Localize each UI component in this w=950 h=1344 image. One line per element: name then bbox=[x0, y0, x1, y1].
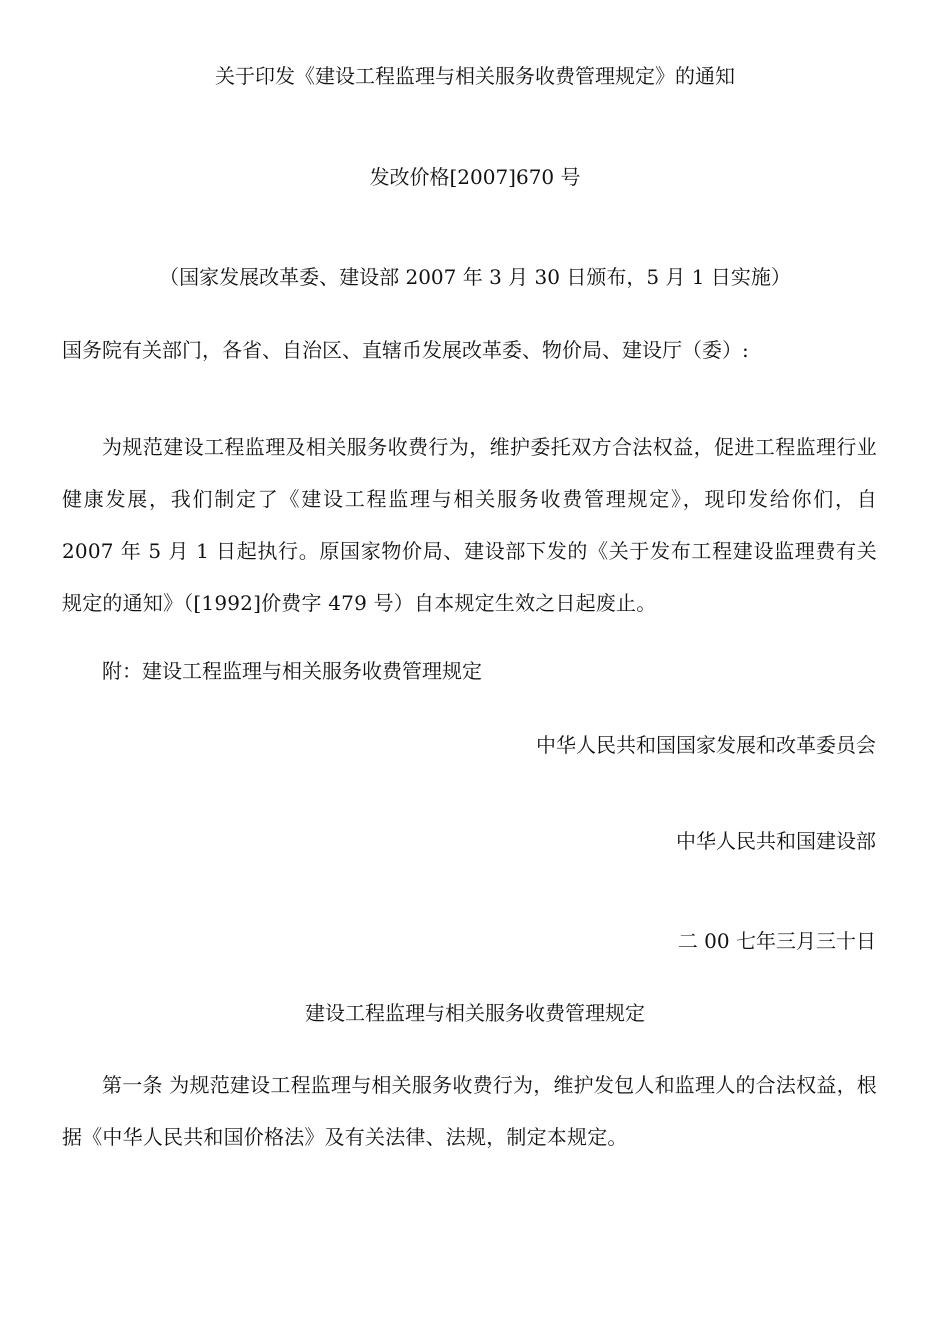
addressee-line: 国务院有关部门，各省、自治区、直辖币发展改革委、物价局、建设厅（委）: bbox=[62, 338, 749, 362]
regulation-title: 建设工程监理与相关服务收费管理规定 bbox=[305, 1001, 645, 1025]
body-paragraph: 为规范建设工程监理及相关服务收费行为，维护委托双方合法权益，促进工程监理行业健康发展，我们制定了《建设工程监理与相关服务收费管理规定》，现印发给你们，自 2007 年 5 月 1 日起执行。原国家物价局、建设部下发的《关于发布工程建设监理费有关规定的通知》（[1992]价费字 479 号）自本规定生效之日起废止。 bbox=[62, 435, 877, 615]
issue-date: 二 00 七年三月三十日 bbox=[677, 929, 876, 953]
notice-title: 关于印发《建设工程监理与相关服务收费管理规定》的通知 bbox=[215, 64, 735, 88]
issuance-note: （国家发展改革委、建设部 2007 年 3 月 30 日颁布，5 月 1 日实施） bbox=[159, 265, 791, 289]
document-number: 发改价格[2007]670 号 bbox=[369, 165, 581, 189]
attachment-line: 附：建设工程监理与相关服务收费管理规定 bbox=[102, 659, 482, 683]
signatory-ministry: 中华人民共和国建设部 bbox=[676, 829, 876, 853]
signatory-ndrc: 中华人民共和国国家发展和改革委员会 bbox=[536, 733, 876, 757]
article-one: 第一条 为规范建设工程监理与相关服务收费行为，维护发包人和监理人的合法权益，根据《中华人民共和国价格法》及有关法律、法规，制定本规定。 bbox=[62, 1073, 877, 1149]
